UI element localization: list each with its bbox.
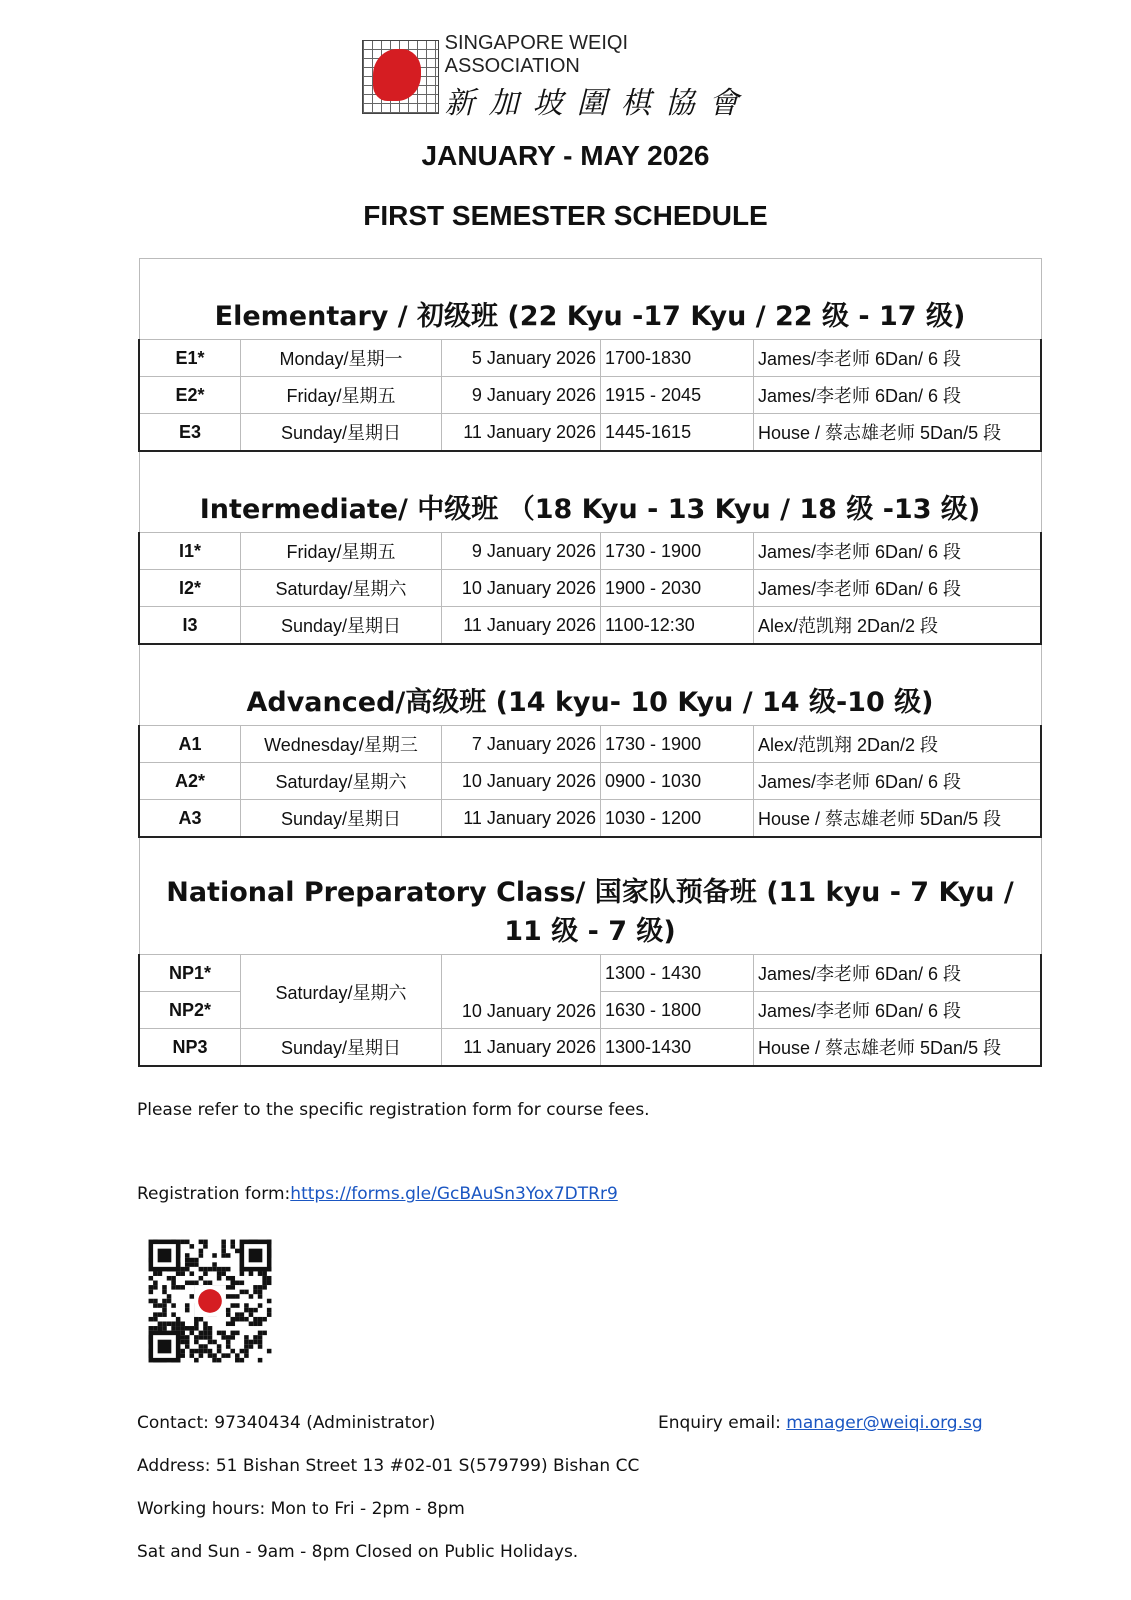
lion-go-board-icon (362, 40, 439, 114)
class-date: 11 January 2026 (442, 414, 601, 452)
class-date: 9 January 2026 (442, 377, 601, 414)
class-teacher: James/李老师 6Dan/ 6 段 (754, 955, 1042, 992)
section-heading: Elementary / 初级班 (22 Kyu -17 Kyu / 22 级 - 17 级) (139, 259, 1041, 340)
class-teacher: James/李老师 6Dan/ 6 段 (754, 570, 1042, 607)
class-time: 1730 - 1900 (601, 726, 754, 763)
class-code: NP1* (139, 955, 241, 992)
class-day: Saturday/星期六 (241, 570, 442, 607)
class-date: 7 January 2026 (442, 726, 601, 763)
association-logo (362, 32, 762, 121)
class-day: Sunday/星期日 (241, 607, 442, 645)
class-time: 1700-1830 (601, 340, 754, 377)
class-day: Saturday/星期六 (241, 955, 442, 1029)
class-code: NP2* (139, 992, 241, 1029)
registration-link[interactable]: https://forms.gle/GcBAuSn3Yox7DTRr9 (290, 1184, 618, 1204)
class-teacher: Alex/范凯翔 2Dan/2 段 (754, 607, 1042, 645)
class-row (139, 414, 1041, 452)
working-hours: Working hours: Mon to Fri - 2pm - 8pm (137, 1499, 465, 1519)
class-teacher: House / 蔡志雄老师 5Dan/5 段 (754, 800, 1042, 838)
class-code: I3 (139, 607, 241, 645)
class-time: 1730 - 1900 (601, 533, 754, 570)
registration-line (137, 1184, 618, 1204)
weekend-hours: Sat and Sun - 9am - 8pm Closed on Public Holidays. (137, 1542, 579, 1562)
contact-line: Contact: 97340434 (Administrator) (137, 1413, 436, 1433)
class-time: 1445-1615 (601, 414, 754, 452)
class-code: A3 (139, 800, 241, 838)
class-code: I1* (139, 533, 241, 570)
class-date: 10 January 2026 (442, 955, 601, 1029)
class-code: E1* (139, 340, 241, 377)
class-time: 1100-12:30 (601, 607, 754, 645)
logo-english: SINGAPORE WEIQI ASSOCIATION (444, 32, 629, 77)
class-date: 5 January 2026 (442, 340, 601, 377)
enquiry-line (658, 1413, 983, 1433)
class-teacher: James/李老师 6Dan/ 6 段 (754, 533, 1042, 570)
fees-note: Please refer to the specific registration form for course fees. (137, 1100, 650, 1120)
class-day: Friday/星期五 (241, 533, 442, 570)
schedule-table (138, 258, 1042, 1067)
class-time: 1900 - 2030 (601, 570, 754, 607)
title-schedule: FIRST SEMESTER SCHEDULE (363, 200, 768, 231)
section-heading: Intermediate/ 中级班 （18 Kyu - 13 Kyu / 18 级 -13 级) (139, 451, 1041, 533)
class-teacher: House / 蔡志雄老师 5Dan/5 段 (754, 414, 1042, 452)
class-time: 1030 - 1200 (601, 800, 754, 838)
class-row (139, 800, 1041, 838)
class-row (139, 607, 1041, 645)
class-row (139, 763, 1041, 800)
class-day: Sunday/星期日 (241, 800, 442, 838)
class-time: 1630 - 1800 (601, 992, 754, 1029)
class-day: Wednesday/星期三 (241, 726, 442, 763)
class-day: Sunday/星期日 (241, 1029, 442, 1067)
registration-label: Registration form: (137, 1184, 291, 1204)
title-period: JANUARY - MAY 2026 (421, 140, 710, 171)
class-date: 10 January 2026 (442, 763, 601, 800)
enquiry-label: Enquiry email: (658, 1413, 787, 1433)
class-row (139, 340, 1041, 377)
section-heading: National Preparatory Class/ 国家队预备班 (11 kyu - 7 Kyu / 11 级 - 7 级) (139, 837, 1041, 955)
class-code: E3 (139, 414, 241, 452)
class-time: 1915 - 2045 (601, 377, 754, 414)
class-code: E2* (139, 377, 241, 414)
class-teacher: James/李老师 6Dan/ 6 段 (754, 763, 1042, 800)
class-teacher: James/李老师 6Dan/ 6 段 (754, 377, 1042, 414)
class-time: 1300-1430 (601, 1029, 754, 1067)
class-day: Friday/星期五 (241, 377, 442, 414)
class-date: 11 January 2026 (442, 800, 601, 838)
class-date: 9 January 2026 (442, 533, 601, 570)
class-row (139, 1029, 1041, 1067)
class-row (139, 955, 1041, 992)
logo-chinese: 新加坡圍棋協會 (444, 86, 753, 121)
class-teacher: House / 蔡志雄老师 5Dan/5 段 (754, 1029, 1042, 1067)
class-code: NP3 (139, 1029, 241, 1067)
class-code: A1 (139, 726, 241, 763)
class-date: 11 January 2026 (442, 607, 601, 645)
class-time: 0900 - 1030 (601, 763, 754, 800)
address-line: Address: 51 Bishan Street 13 #02-01 S(579799) Bishan CC (137, 1456, 640, 1476)
class-code: A2* (139, 763, 241, 800)
class-row (139, 570, 1041, 607)
class-day: Sunday/星期日 (241, 414, 442, 452)
qr-code[interactable] (140, 1235, 280, 1367)
section-heading: Advanced/高级班 (14 kyu- 10 Kyu / 14 级-10 级) (139, 644, 1041, 726)
class-row (139, 726, 1041, 763)
class-time: 1300 - 1430 (601, 955, 754, 992)
class-date: 11 January 2026 (442, 1029, 601, 1067)
class-code: I2* (139, 570, 241, 607)
enquiry-email-link[interactable]: manager@weiqi.org.sg (786, 1413, 983, 1433)
class-teacher: Alex/范凯翔 2Dan/2 段 (754, 726, 1042, 763)
class-teacher: James/李老师 6Dan/ 6 段 (754, 340, 1042, 377)
class-day: Saturday/星期六 (241, 763, 442, 800)
class-row (139, 377, 1041, 414)
class-teacher: James/李老师 6Dan/ 6 段 (754, 992, 1042, 1029)
class-date: 10 January 2026 (442, 570, 601, 607)
class-day: Monday/星期一 (241, 340, 442, 377)
class-row (139, 533, 1041, 570)
